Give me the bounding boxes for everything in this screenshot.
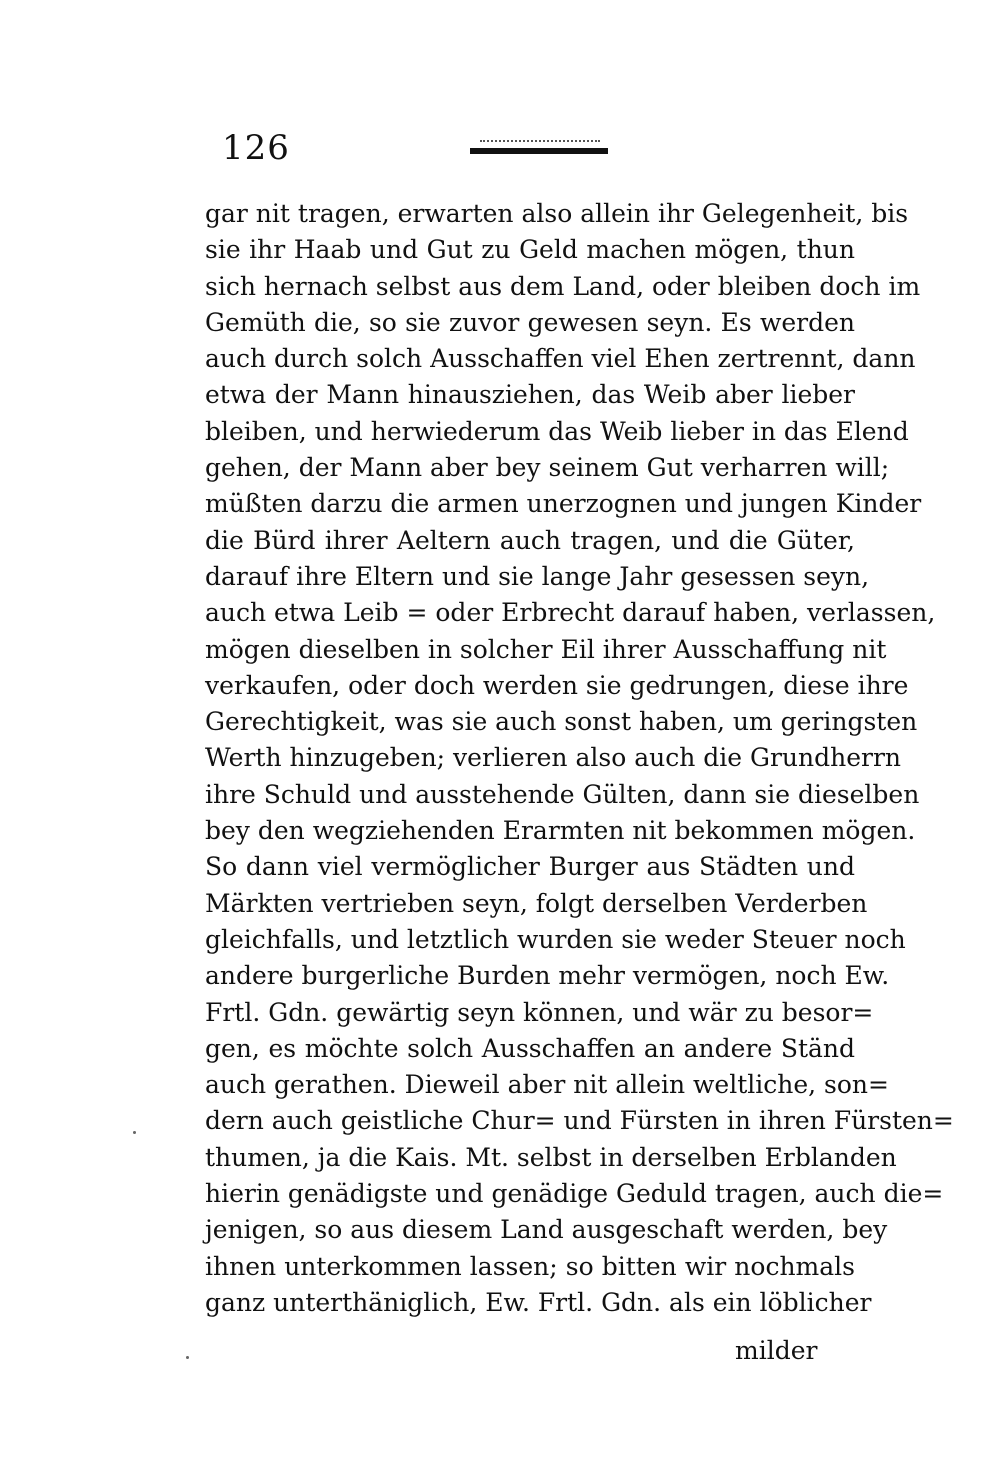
text-line: Märkten vertrieben seyn, folgt derselben Verderben <box>205 888 868 918</box>
text-line: gleichfalls, und letztlich wurden sie weder Steuer noch <box>205 924 906 954</box>
text-line: ganz unterthäniglich, Ew. Frtl. Gdn. als ein löblicher <box>205 1287 872 1317</box>
text-line: ihre Schuld und ausstehende Gülten, dann sie dieselben <box>205 779 920 809</box>
header-ornament-rule <box>470 148 608 154</box>
text-line: mögen dieselben in solcher Eil ihrer Ausschaffung nit <box>205 634 887 664</box>
text-line: auch gerathen. Dieweil aber nit allein weltliche, son= <box>205 1070 889 1100</box>
text-line: auch etwa Leib = oder Erbrecht darauf haben, verlassen, <box>205 598 936 628</box>
text-line: andere burgerliche Burden mehr vermögen, noch Ew. <box>205 961 890 991</box>
text-line: darauf ihre Eltern und sie lange Jahr gesessen seyn, <box>205 561 870 591</box>
body-text <box>205 196 954 1321</box>
text-line: bey den wegziehenden Erarmten nit bekommen mögen. <box>205 816 916 846</box>
paper-speck <box>186 1356 189 1359</box>
text-line: sich hernach selbst aus dem Land, oder bleiben doch im <box>205 271 921 301</box>
text-line: thumen, ja die Kais. Mt. selbst in derselben Erblanden <box>205 1142 897 1172</box>
text-line: hierin genädigste und genädige Geduld tragen, auch die= <box>205 1179 944 1209</box>
text-line: sie ihr Haab und Gut zu Geld machen mögen, thun <box>205 235 855 265</box>
text-line: ihnen unterkommen lassen; so bitten wir nochmals <box>205 1251 855 1281</box>
text-line: Gerechtigkeit, was sie auch sonst haben, um geringsten <box>205 707 918 737</box>
page-number: 126 <box>222 128 290 168</box>
text-line: gehen, der Mann aber bey seinem Gut verharren will; <box>205 453 890 483</box>
page-header <box>222 128 622 168</box>
text-line: die Bürd ihrer Aeltern auch tragen, und die Güter, <box>205 525 855 555</box>
text-line: Werth hinzugeben; verlieren also auch die Grundherrn <box>205 743 902 773</box>
text-line: auch durch solch Ausschaffen viel Ehen zertrennt, dann <box>205 344 916 374</box>
text-line: bleiben, und herwiederum das Weib lieber in das Elend <box>205 416 909 446</box>
text-line: müßten darzu die armen unerzognen und jungen Kinder <box>205 489 922 519</box>
catchword: milder <box>735 1336 818 1365</box>
text-line: dern auch geistliche Chur= und Fürsten in ihren Fürsten= <box>205 1106 954 1136</box>
text-line: etwa der Mann hinausziehen, das Weib aber lieber <box>205 380 855 410</box>
text-line: Gemüth die, so sie zuvor gewesen seyn. Es werden <box>205 307 855 337</box>
text-line: jenigen, so aus diesem Land ausgeschaft werden, bey <box>205 1215 888 1245</box>
text-line: gar nit tragen, erwarten also allein ihr Gelegenheit, bis <box>205 199 909 228</box>
text-line: So dann viel vermöglicher Burger aus Städten und <box>205 852 855 882</box>
paper-speck <box>133 1131 136 1134</box>
text-line: Frtl. Gdn. gewärtig seyn können, und wär zu besor= <box>205 997 874 1027</box>
text-line: verkaufen, oder doch werden sie gedrungen, diese ihre <box>205 670 909 700</box>
text-line: gen, es möchte solch Ausschaffen an andere Ständ <box>205 1033 855 1063</box>
